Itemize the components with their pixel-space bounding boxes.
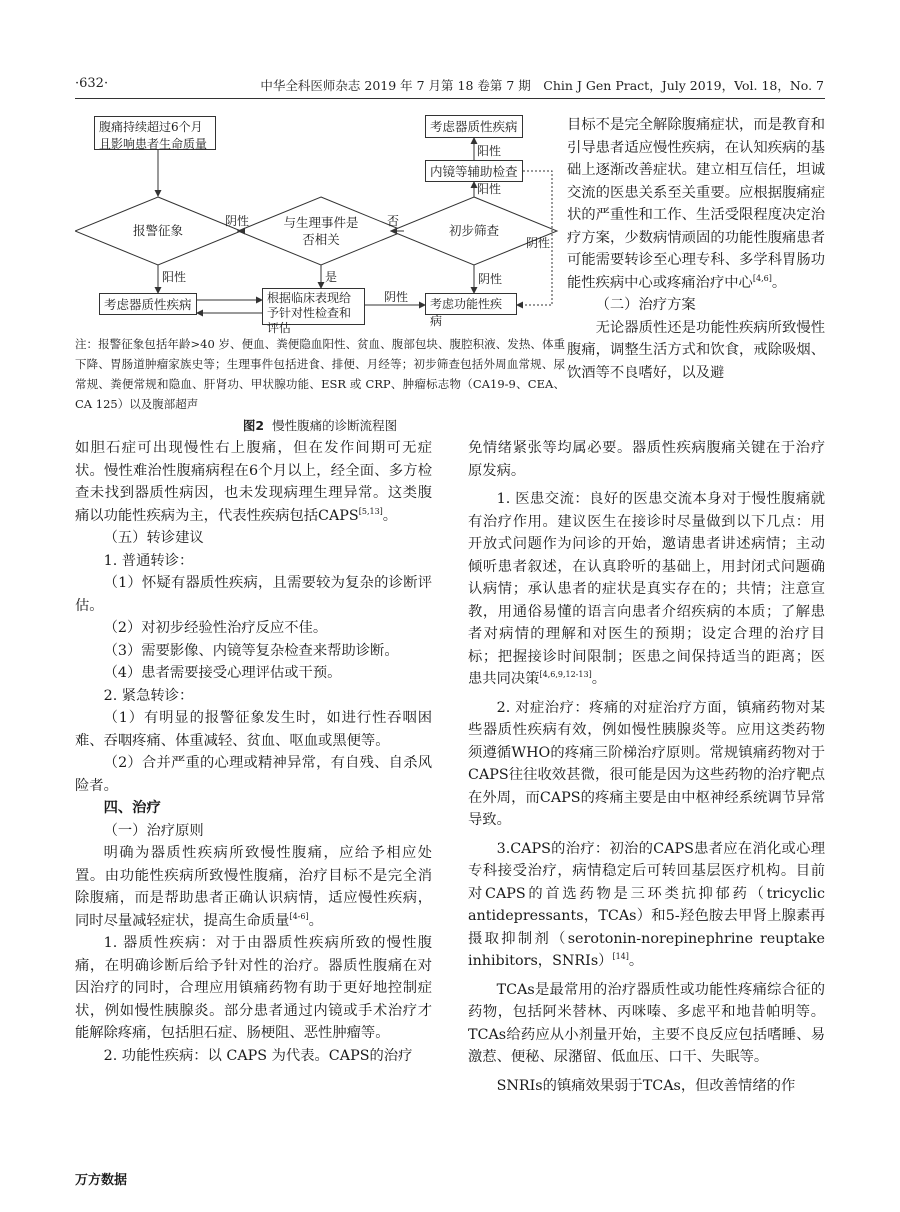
edge-label-neg1: 阴性: [225, 214, 250, 228]
section-heading: （二）治疗方案: [595, 297, 696, 313]
page-number: ·632·: [75, 76, 109, 91]
figure-caption: [75, 416, 565, 434]
node-alarm: 报警征象: [132, 223, 183, 238]
node-functional: 考虑功能性疾病: [425, 293, 517, 315]
paragraph: 明确为器质性疾病所致慢性腹痛，应给予相应处置。由功能性疾病所致慢性腹痛，治疗目标不是完全消除腹痛，而是帮助患者正确认识病情，适应慢性疾病，同时尽量减轻症状，提高生命质量[4-6]。: [75, 845, 432, 929]
node-physio: 与生理事件是否相关: [283, 215, 359, 247]
right-top-column: [567, 114, 825, 384]
footer-watermark: 万方数据: [75, 1173, 128, 1188]
edge-label-neg4: 阴性: [384, 290, 409, 304]
subheading: 2. 紧急转诊：: [103, 687, 194, 704]
edge-label-neg2: 阴性: [526, 236, 551, 250]
node-clinical: 根据临床表现给予针对性检查和评估: [262, 288, 365, 325]
section-heading-bold: 四、治疗: [103, 800, 161, 816]
journal-header: 中华全科医师杂志 2019 年 7 月第 18 卷第 7 期 Chin J Gen Pract，July 2019，Vol. 18，No. 7: [260, 78, 824, 93]
node-endoscopy: 内镜等辅助检查: [425, 160, 523, 182]
edge-label-pos2: 阳性: [477, 144, 502, 158]
paragraph: 无论器质性还是功能性疾病所致慢性腹痛，调整生活方式和饮食，戒除吸烟、饮酒等不良嗜好，以及避: [567, 319, 825, 381]
edge-label-neg3: 阴性: [478, 272, 503, 286]
list-item: （4）患者需要接受心理评估或干预。: [103, 665, 342, 681]
edge-label-pos3: 阳性: [162, 270, 187, 284]
paragraph: TCAs是最常用的治疗器质性或功能性疼痛综合征的药物，包括阿米替林、丙咪嗪、多虑平和地昔帕明等。TCAs给药应从小剂量开始，主要不良反应包括嗜睡、易激惹、便秘、尿潴留、低血压、口干、失眠等。: [468, 981, 825, 1065]
node-organic-left: 考虑器质性疾病: [99, 293, 197, 315]
section-heading: （五）转诊建议: [103, 530, 204, 546]
right-column: [468, 437, 825, 1097]
paragraph: 1. 医患交流：良好的医患交流本身对于慢性腹痛就有治疗作用。建议医生在接诊时尽量做到以下几点：用开放式问题作为问诊的开始，邀请患者讲述病情；主动倾听患者叙述，在认真聆听的基础上，用封闭式问题确认病情；承认患者的症状是真实存在的；共情；注意宣教，用通俗易懂的语言向患者介绍疾病的本质；了解患者对病情的理解和对医生的预期；设定合理的治疗目标；把握接诊时间限制；医患之间保持适当的距离；医患共同决策[4,6,9,12-13]。: [468, 491, 825, 687]
list-item: （2）对初步经验性治疗反应不佳。: [103, 620, 328, 636]
subsection-heading: （一）治疗原则: [103, 822, 204, 839]
subheading: 1. 普通转诊：: [103, 552, 194, 569]
paragraph: 3.CAPS的治疗：初治的CAPS患者应在消化或心理专科接受治疗，病情稳定后可转回基层医疗机构。目前对CAPS的首选药物是三环类抗抑郁药（tricyclic antidepressants，TCAs）和5-羟色胺去甲肾上腺素再摄取抑制剂（serotonin-norepinephrine reuptake inhibitors，SNRIs）[14]。: [468, 840, 825, 969]
node-organic-top: 考虑器质性疾病: [425, 115, 523, 138]
list-item: （3）需要影像、内镜等复杂检查来帮助诊断。: [103, 642, 399, 659]
edge-label-no: 否: [387, 214, 400, 228]
list-item: （2）合并严重的心理或精神异常，有自残、自杀风险者。: [75, 755, 433, 794]
paragraph: 2. 功能性疾病：以 CAPS 为代表。CAPS的治疗: [103, 1047, 413, 1064]
paragraph: 免情绪紧张等均属必要。器质性疾病腹痛关键在于治疗原发病。: [468, 440, 825, 479]
list-item: （1）有明显的报警征象发生时，如进行性吞咽困难、吞咽疼痛、体重减轻、贫血、呕血或黑便等。: [75, 710, 432, 749]
paragraph: 1. 器质性疾病：对于由器质性疾病所致的慢性腹痛，在明确诊断后给予针对性的治疗。器质性腹痛在对因治疗的同时，合理应用镇痛药物有助于更好地控制症状，例如慢性胰腺炎。部分患者通过内镜或手术治疗才能解除疼痛，包括胆石症、肠梗阻、恶性肿瘤等。: [75, 935, 432, 1041]
node-screen: 初步筛查: [448, 223, 499, 238]
figure-caption-label: 图2: [242, 418, 265, 433]
edge-label-pos1: 阳性: [477, 182, 502, 196]
header-rule: [75, 98, 825, 99]
edge-label-yes: 是: [325, 270, 338, 284]
paragraph: 2. 对症治疗：疼痛的对症治疗方面，镇痛药物对某些器质性疾病有效，例如慢性胰腺炎等。应用这类药物须遵循WHO的疼痛三阶梯治疗原则。常规镇痛药物对于CAPS往往收效甚微，很可能是因为这些药物的治疗靶点在外周，而CAPS的疼痛主要是由中枢神经系统调节异常导致。: [468, 699, 825, 828]
paragraph: 目标不是完全解除腹痛症状，而是教育和引导患者适应慢性疾病，在认知疾病的基础上逐渐改善症状。建立相互信任，坦诚交流的医患关系至关重要。应根据腹痛症状的严重性和工作、生活受限程度决定治疗方案，少数病情顽固的功能性腹痛患者可能需要转诊至心理专科、多学科胃肠功能性疾病中心或疼痛治疗中心[4,6]。: [567, 117, 825, 291]
left-column: [75, 437, 432, 1067]
paragraph: 如胆石症可出现慢性右上腹痛，但在发作间期可无症状。慢性难治性腹痛病程在6个月以上，经全面、多方检查未找到器质性病因，也未发现病理生理异常。这类腹痛以功能性疾病为主，代表性疾病包括CAPS[5,13]。: [75, 440, 432, 524]
node-start: 腹痛持续超过6个月且影响患者生命质量: [94, 116, 216, 150]
paragraph: SNRIs的镇痛效果弱于TCAs，但改善情绪的作: [496, 1077, 796, 1094]
list-item: （1）怀疑有器质性疾病，且需要较为复杂的诊断评估。: [75, 575, 433, 614]
flowchart-figure: [75, 104, 565, 334]
figure-note: 注：报警征象包括年龄>40 岁、便血、粪便隐血阳性、贫血、腹部包块、腹腔积液、发热、体重下降、胃肠道肿瘤家族史等；生理事件包括进食、排便、月经等；初步筛查包括外周血常规、尿常规、粪便常规和隐血、肝肾功、甲状腺功能、ESR 或 CRP、肿瘤标志物（CA19-9、CEA、CA 125）以及腹部超声: [75, 337, 565, 411]
figure-caption-text: 慢性腹痛的诊断流程图: [272, 418, 398, 433]
